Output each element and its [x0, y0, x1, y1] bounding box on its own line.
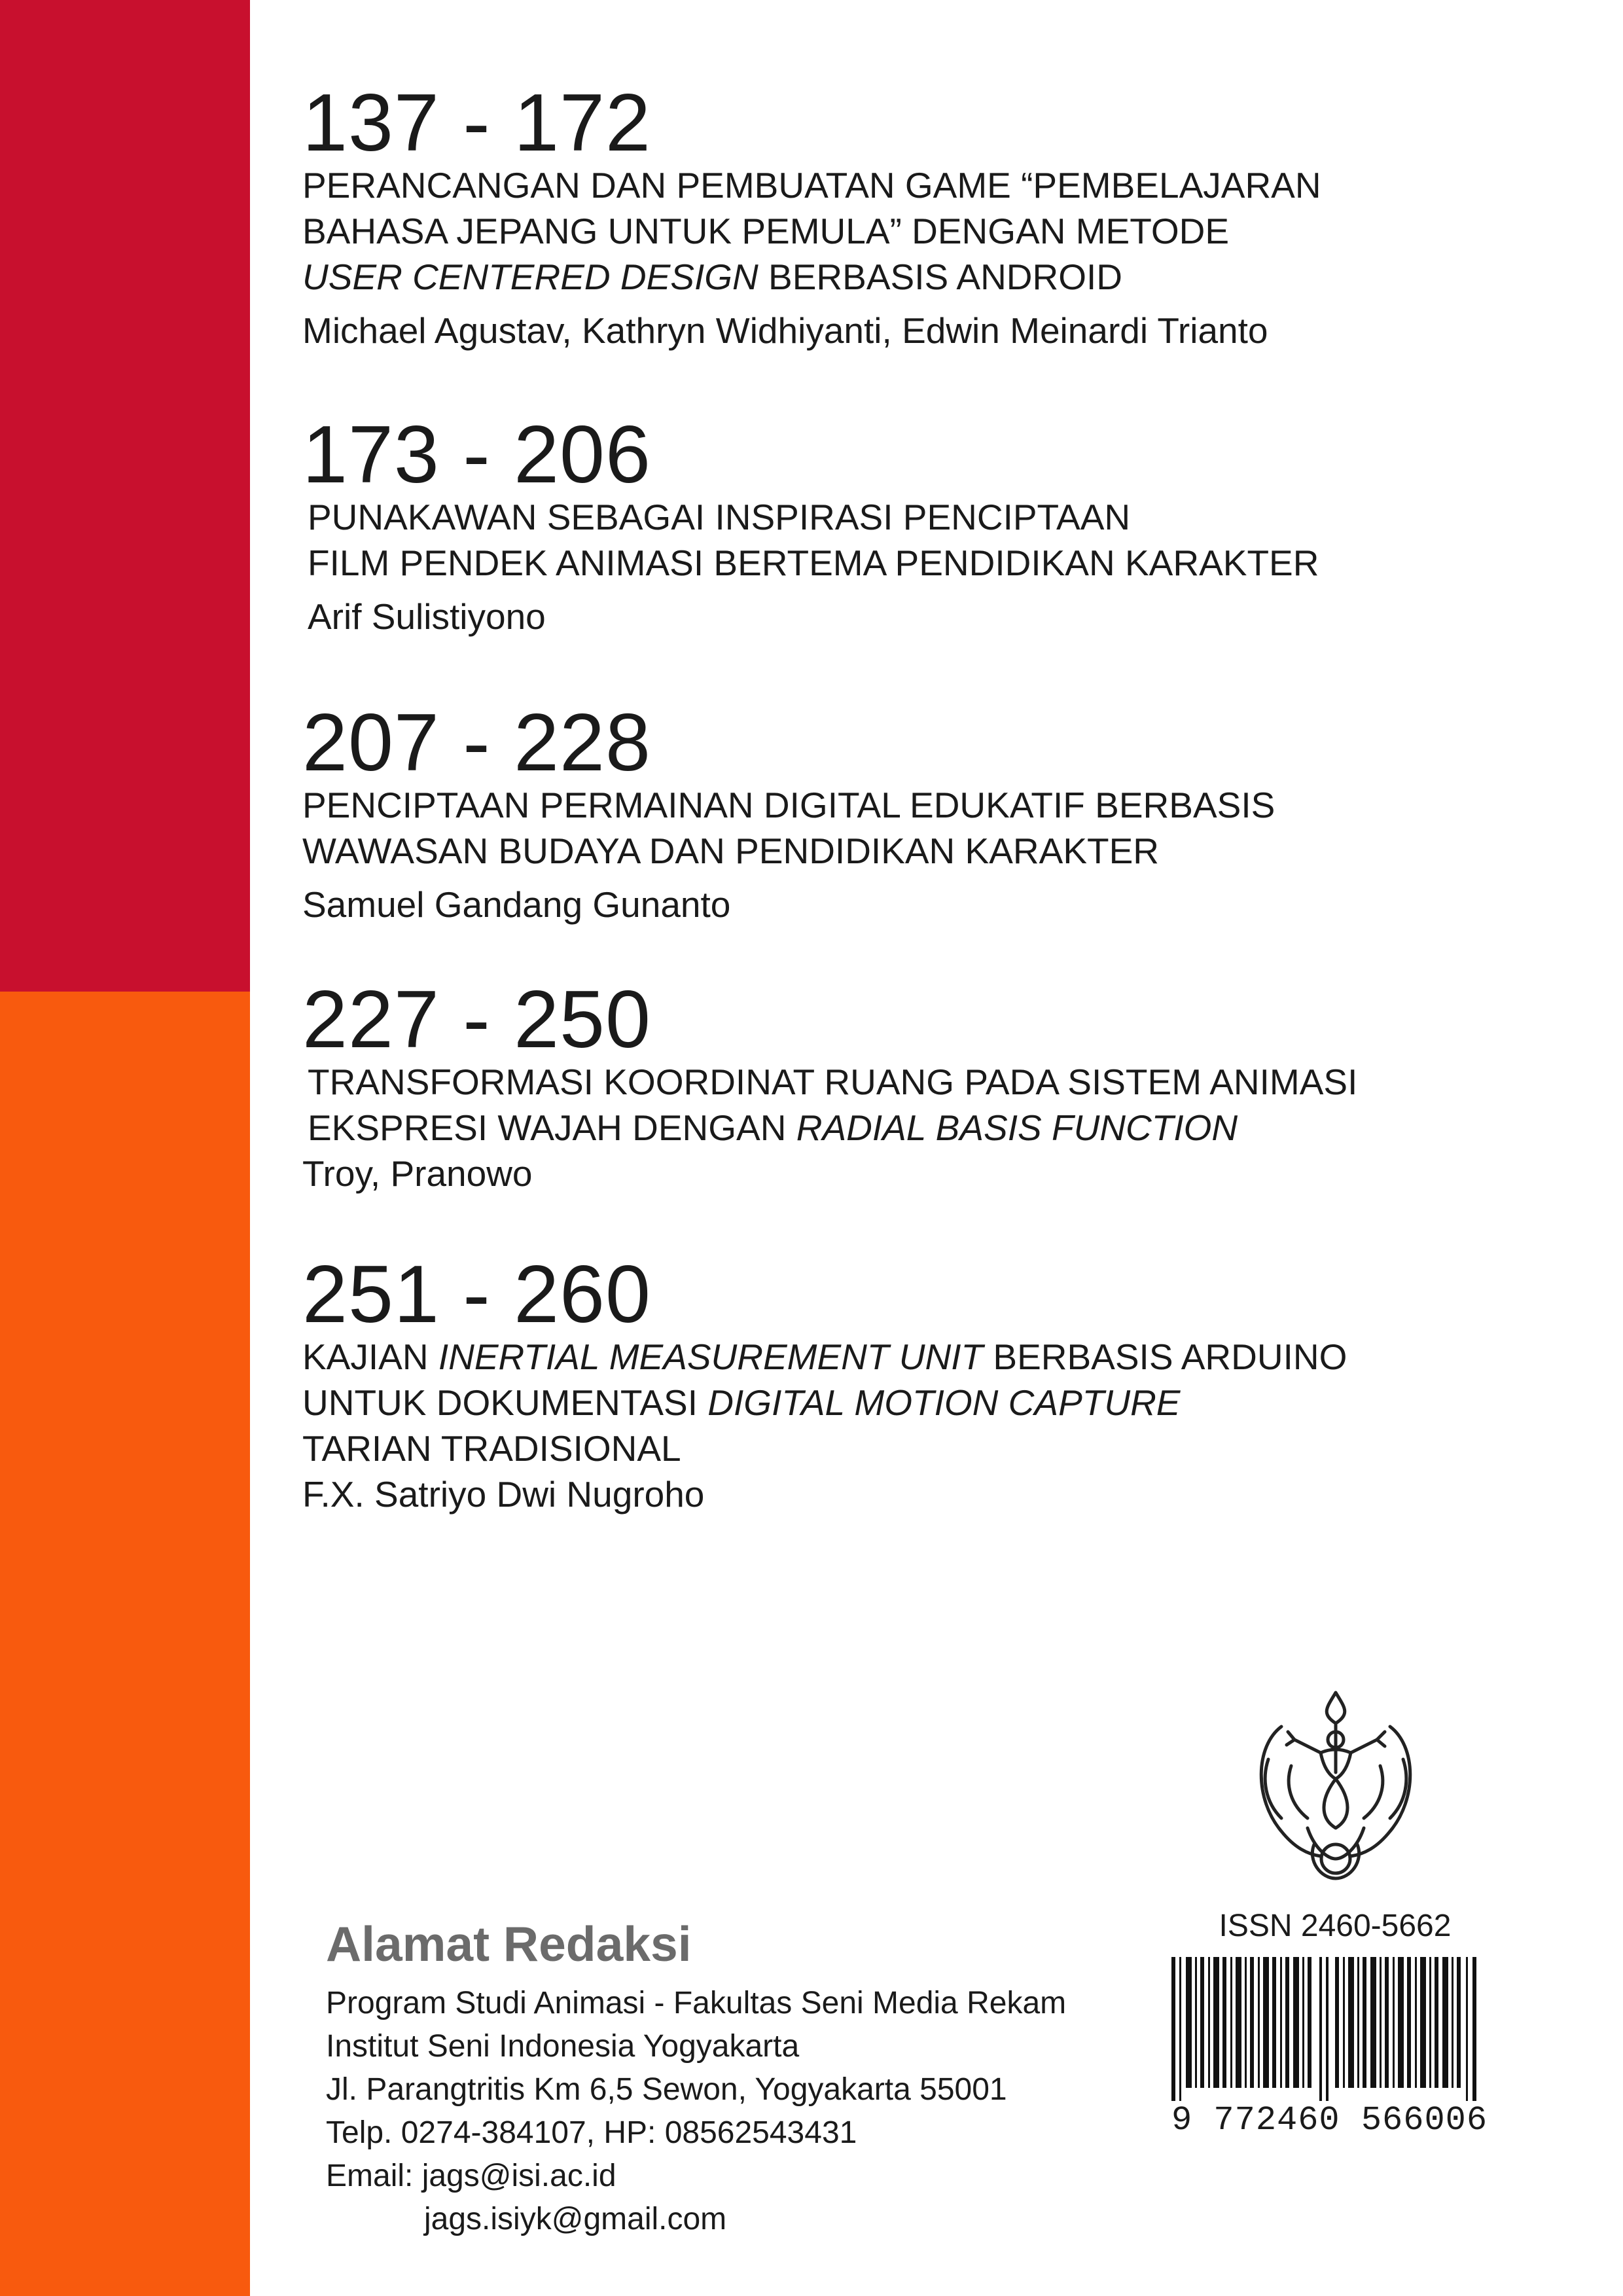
orange-side-band [0, 992, 250, 2296]
article-title [302, 1059, 1546, 1151]
page-range: 207 - 228 [302, 698, 651, 788]
title-segment: WAWASAN BUDAYA DAN PENDIDIKAN KARAKTER [302, 831, 1160, 871]
issn-label: ISSN 2460-5662 [1219, 1909, 1452, 1943]
title-segment: PERANCANGAN DAN PEMBUATAN GAME “PEMBELAJARAN [302, 165, 1321, 206]
editorial-address [326, 1911, 1164, 2241]
article-authors: F.X. Satriyo Dwi Nugroho [302, 1474, 705, 1515]
barcode-number: 9 772460 566006 [1171, 2101, 1488, 2140]
email-line: Email: jags@isi.ac.id [326, 2159, 616, 2193]
title-segment: KAJIAN [302, 1336, 438, 1377]
address-heading: Alamat Redaksi [326, 1916, 692, 1971]
title-line [302, 1426, 1546, 1471]
title-italic-segment: INERTIAL MEASUREMENT UNIT [438, 1336, 984, 1377]
title-segment: BERBASIS ARDUINO [983, 1336, 1347, 1377]
title-line [302, 162, 1546, 208]
article-authors: Samuel Gandang Gunanto [302, 884, 731, 925]
title-segment: UNTUK DOKUMENTASI [302, 1382, 708, 1423]
title-line [302, 1334, 1546, 1380]
title-segment: FILM PENDEK ANIMASI BERTEMA PENDIDIKAN KARAKTER [308, 543, 1319, 583]
article-authors: Arif Sulistiyono [308, 596, 546, 637]
title-segment: BERBASIS ANDROID [758, 257, 1123, 297]
address-line: Jl. Parangtritis Km 6,5 Sewon, Yogyakarta 55001 [326, 2072, 1007, 2107]
toc-entry [302, 975, 1546, 1196]
title-line [308, 540, 1546, 586]
toc-entry [302, 698, 1546, 927]
page-range: 137 - 172 [302, 78, 651, 168]
toc-entry [302, 410, 1546, 639]
toc-entry [302, 1249, 1546, 1517]
toc-entry [302, 78, 1546, 353]
title-italic-segment: RADIAL BASIS FUNCTION [796, 1107, 1238, 1148]
title-segment: TARIAN TRADISIONAL [302, 1428, 681, 1469]
article-title [302, 1334, 1546, 1471]
barcode-icon [1171, 1957, 1488, 2179]
page-range: 227 - 250 [302, 975, 651, 1065]
title-line [302, 1380, 1546, 1426]
red-side-band [0, 0, 250, 992]
title-line [302, 208, 1546, 254]
title-italic-segment: USER CENTERED DESIGN [302, 257, 758, 297]
page-range: 251 - 260 [302, 1249, 651, 1340]
address-line: Program Studi Animasi - Fakultas Seni Media Rekam [326, 1986, 1067, 2020]
title-line [302, 828, 1546, 874]
title-segment: PENCIPTAAN PERMAINAN DIGITAL EDUKATIF BERBASIS [302, 785, 1275, 825]
article-title [302, 162, 1546, 300]
title-line [302, 782, 1546, 828]
article-title [302, 782, 1546, 874]
address-line: Telp. 0274-384107, HP: 08562543431 [326, 2115, 857, 2150]
page-range: 173 - 206 [302, 410, 651, 500]
email-line: jags.isiyk@gmail.com [424, 2202, 727, 2236]
title-segment: TRANSFORMASI KOORDINAT RUANG PADA SISTEM ANIMASI [308, 1062, 1358, 1102]
title-italic-segment: DIGITAL MOTION CAPTURE [707, 1382, 1181, 1423]
title-line [302, 254, 1546, 300]
title-segment: EKSPRESI WAJAH DENGAN [308, 1107, 796, 1148]
article-title [302, 494, 1546, 586]
institute-seal-icon [1242, 1687, 1429, 1884]
article-authors: Michael Agustav, Kathryn Widhiyanti, Edwin Meinardi Trianto [302, 310, 1268, 351]
address-line: Institut Seni Indonesia Yogyakarta [326, 2029, 800, 2064]
title-line [308, 494, 1546, 540]
title-segment: PUNAKAWAN SEBAGAI INSPIRASI PENCIPTAAN [308, 497, 1131, 537]
title-segment: BAHASA JEPANG UNTUK PEMULA” DENGAN METODE [302, 211, 1230, 251]
article-authors: Troy, Pranowo [302, 1153, 533, 1194]
title-line [308, 1059, 1546, 1105]
title-line [308, 1105, 1546, 1151]
